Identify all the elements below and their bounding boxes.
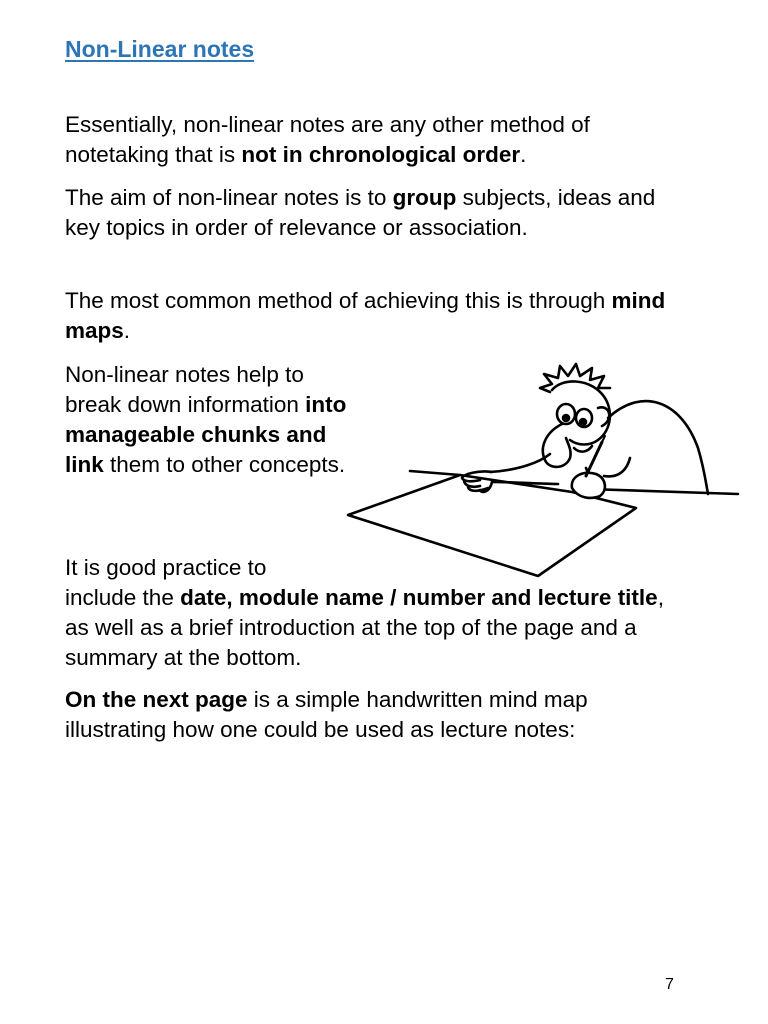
text-span: The most common method of achieving this is through: [65, 288, 612, 313]
paragraph-next-page: [65, 685, 685, 745]
bold-text: mind maps: [65, 288, 666, 343]
text-span: Essentially, non-linear notes are any other method of notetaking that is: [65, 112, 590, 167]
text-span: , as well as a brief introduction at the top of the page and a summary at the bottom.: [65, 585, 664, 670]
text-span: them to other concepts.: [103, 452, 346, 477]
bold-text: date, module name / number and lecture title: [180, 585, 658, 610]
paragraph-method: [65, 286, 685, 346]
text-span: include the: [65, 585, 181, 610]
page-number: 7: [665, 976, 674, 993]
text-span: subjects, ideas and key topics in order of relevance or association.: [65, 185, 656, 240]
paragraph-aim: [65, 183, 685, 243]
paragraph-benefit: [65, 360, 365, 480]
text-span: Non-linear notes help to break down information: [65, 362, 306, 417]
bold-text: into manageable chunks and link: [65, 392, 347, 477]
paragraph-definition: [65, 110, 685, 170]
person-writing-illustration: [340, 358, 740, 580]
text-span: .: [123, 318, 131, 343]
text-span: It is good practice to: [65, 555, 267, 580]
text-span: The aim of non-linear notes is to: [65, 185, 393, 210]
bold-text: group: [392, 185, 457, 210]
page-title: Non-Linear notes: [65, 36, 255, 62]
text-span: .: [520, 142, 527, 167]
text-span: is a simple handwritten mind map illustrating how one could be used as lecture notes:: [65, 687, 588, 742]
bold-text: On the next page: [65, 687, 248, 712]
bold-text: not in chronological order: [241, 142, 521, 167]
